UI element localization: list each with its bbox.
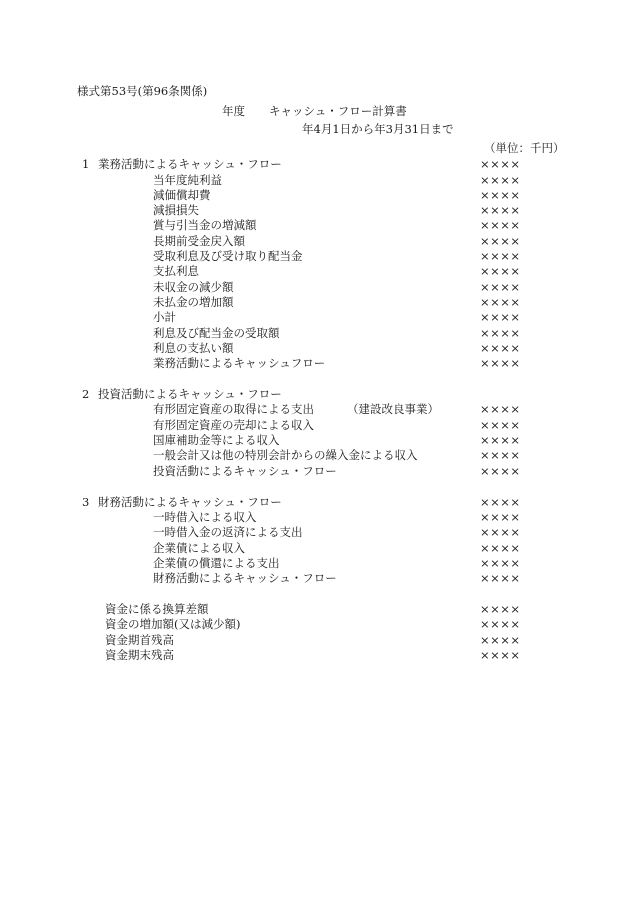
line-item-label: 財務活動によるキャッシュ・フロー: [153, 571, 337, 585]
line-item-row: [0, 328, 630, 343]
section-total-row: [0, 358, 630, 373]
line-item-label: 企業債の償還による支出: [153, 556, 280, 570]
line-item-label: 減価償却費: [153, 188, 211, 202]
amount-value: ××××: [480, 418, 521, 432]
amount-value: ××××: [480, 571, 521, 585]
line-item-label: 受取利息及び受け取り配当金: [153, 249, 303, 263]
amount-value: ××××: [480, 541, 521, 555]
amount-value: ××××: [480, 448, 521, 462]
line-item-row: [0, 205, 630, 220]
amount-value: ××××: [480, 510, 521, 524]
total-row: [0, 650, 630, 665]
section-heading-row: [0, 497, 630, 512]
line-item-row: [0, 175, 630, 190]
total-label: 資金に係る換算差額: [105, 602, 209, 616]
line-item-row: [0, 282, 630, 297]
line-item-label: 利息の支払い額: [153, 341, 234, 355]
section-number: 3: [82, 495, 90, 509]
section-heading: 財務活動によるキャッシュ・フロー: [98, 495, 282, 509]
line-item-label: 企業債による収入: [153, 541, 245, 555]
section-total-row: [0, 573, 630, 588]
amount-value: ××××: [480, 341, 521, 355]
total-label: 資金期末残高: [105, 648, 174, 662]
amount-value: ××××: [480, 203, 521, 217]
document-title: キャッシュ・フロー計算書: [269, 104, 407, 118]
line-item-row: [0, 420, 630, 435]
line-item-row: [0, 251, 630, 266]
amount-value: ××××: [480, 218, 521, 232]
line-item-label: 利息及び配当金の受取額: [153, 326, 280, 340]
amount-value: ××××: [480, 495, 521, 509]
amount-value: ××××: [480, 326, 521, 340]
line-item-row: [0, 450, 630, 465]
line-item-row: [0, 297, 630, 312]
amount-value: ××××: [480, 280, 521, 294]
section-number: 1: [82, 157, 90, 171]
amount-value: ××××: [480, 295, 521, 309]
total-row: [0, 635, 630, 650]
amount-value: ××××: [480, 157, 521, 171]
line-item-row: [0, 220, 630, 235]
amount-value: ××××: [480, 402, 521, 416]
line-item-row: [0, 543, 630, 558]
amount-value: ××××: [480, 234, 521, 248]
amount-value: ××××: [480, 356, 521, 370]
fiscal-year-label: 年度: [222, 104, 245, 118]
amount-value: ××××: [480, 264, 521, 278]
line-item-label: 一時借入金の返済による支出: [153, 525, 303, 539]
amount-value: ××××: [480, 617, 521, 631]
amount-value: ××××: [480, 433, 521, 447]
line-item-row: [0, 190, 630, 205]
line-item-label: 支払利息: [153, 264, 199, 278]
line-item-label: 当年度純利益: [153, 173, 222, 187]
line-item-label: 有形固定資産の取得による支出: [153, 402, 314, 416]
section-heading: 業務活動によるキャッシュ・フロー: [98, 157, 282, 171]
section-heading-row: [0, 159, 630, 174]
line-item-row: [0, 404, 630, 419]
line-item-label: 小計: [153, 310, 176, 324]
line-item-note: （建設改良事業）: [347, 402, 439, 416]
line-item-label: 賞与引当金の増減額: [153, 218, 257, 232]
line-item-label: 一時借入による収入: [153, 510, 257, 524]
amount-value: ××××: [480, 464, 521, 478]
period-range: 年4月1日から年3月31日まで: [302, 122, 454, 136]
subtotal-row: [0, 312, 630, 327]
section-number: 2: [82, 387, 90, 401]
line-item-label: 長期前受金戻入額: [153, 234, 245, 248]
line-item-label: 減損損失: [153, 203, 199, 217]
amount-value: ××××: [480, 602, 521, 616]
line-item-row: [0, 512, 630, 527]
section-heading: 投資活動によるキャッシュ・フロー: [98, 387, 282, 401]
line-item-label: 投資活動によるキャッシュ・フロー: [153, 464, 337, 478]
line-item-row: [0, 527, 630, 542]
section-heading-row: [0, 389, 630, 404]
amount-value: ××××: [480, 310, 521, 324]
section-total-row: [0, 466, 630, 481]
unit-label: （単位：千円）: [484, 141, 565, 155]
line-item-row: [0, 266, 630, 281]
amount-value: ××××: [480, 556, 521, 570]
amount-value: ××××: [480, 173, 521, 187]
total-row: [0, 619, 630, 634]
line-item-row: [0, 236, 630, 251]
line-item-label: 未払金の増加額: [153, 295, 234, 309]
form-number: 様式第53号(第96条関係): [77, 84, 208, 98]
line-item-label: 国庫補助金等による収入: [153, 433, 280, 447]
line-item-label: 一般会計又は他の特別会計からの繰入金による収入: [153, 448, 418, 462]
line-item-label: 未収金の減少額: [153, 280, 234, 294]
amount-value: ××××: [480, 525, 521, 539]
total-row: [0, 604, 630, 619]
amount-value: ××××: [480, 249, 521, 263]
total-label: 資金期首残高: [105, 633, 174, 647]
amount-value: ××××: [480, 188, 521, 202]
line-item-label: 有形固定資産の売却による収入: [153, 418, 314, 432]
line-item-label: 業務活動によるキャッシュフロー: [153, 356, 326, 370]
amount-value: ××××: [480, 633, 521, 647]
total-label: 資金の増加額(又は減少額): [105, 617, 241, 631]
amount-value: ××××: [480, 648, 521, 662]
